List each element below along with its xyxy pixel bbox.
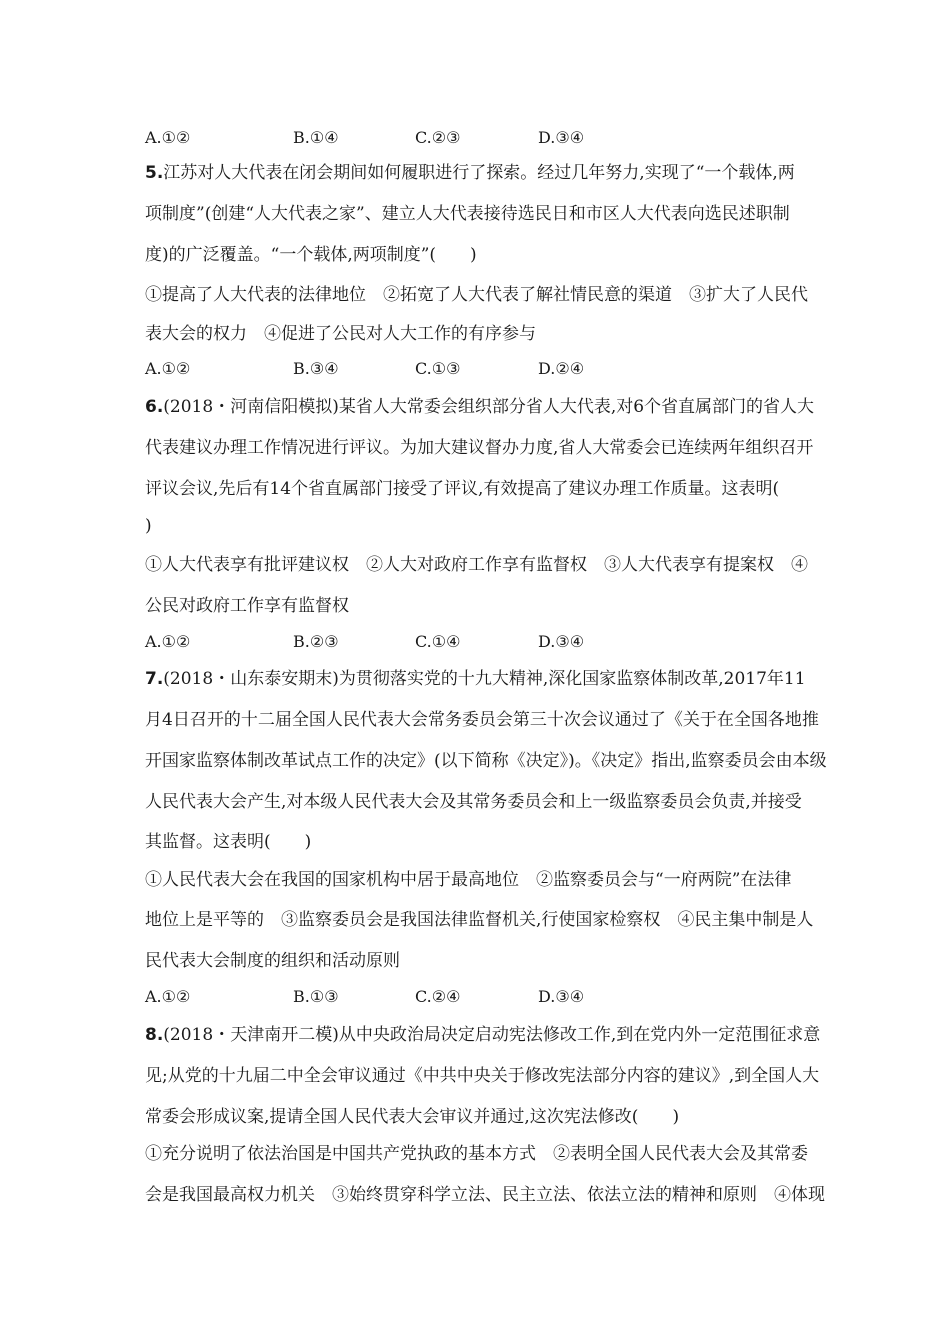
q7-statement-line: 民代表大会制度的组织和活动原则 — [145, 951, 400, 971]
q6-stem-line: ) — [145, 516, 152, 536]
q7-stem-line: 人民代表大会产生,对本级人民代表大会及其常务委员会和上一级监察委员会负责,并接受 — [145, 792, 802, 812]
q7-statement-line: 地位上是平等的 ③监察委员会是我国法律监督机关,行使国家检察权 ④民主集中制是人 — [145, 910, 814, 930]
q5-stem-line: 项制度”(创建“人大代表之家”、建立人大代表接待选民日和市区人大代表向选民述职制 — [145, 204, 790, 224]
q6-statement-line: ①人大代表享有批评建议权 ②人大对政府工作享有监督权 ③人大代表享有提案权 ④ — [145, 555, 808, 575]
q8-statement-line: 会是我国最高权力机关 ③始终贯穿科学立法、民主立法、依法立法的精神和原则 ④体现 — [145, 1185, 825, 1205]
question-number: 6. — [145, 397, 164, 417]
q7-stem-line: 月4日召开的十二届全国人民代表大会常务委员会第三十次会议通过了《关于在全国各地推 — [145, 710, 819, 730]
q7-stem-line: 7.(2018・山东泰安期末)为贯彻落实党的十九大精神,深化国家监察体制改革,2017年11 — [145, 669, 806, 689]
option-c: C.①③ — [415, 359, 461, 378]
q7-stem-line: 其监督。这表明( ) — [145, 832, 312, 852]
question-number: 8. — [145, 1025, 164, 1045]
option-d: D.②④ — [538, 359, 585, 378]
question-number: 7. — [145, 669, 164, 689]
q7-stem-line: 开国家监察体制改革试点工作的决定》(以下简称《决定》)。《决定》指出,监察委员会由本级 — [145, 751, 827, 771]
option-c: C.①④ — [415, 632, 461, 651]
option-a: A.①② — [145, 987, 191, 1006]
option-b: B.③④ — [293, 359, 339, 378]
option-b: B.①④ — [293, 128, 339, 147]
option-b: B.①③ — [293, 987, 339, 1006]
q8-statement-line: ①充分说明了依法治国是中国共产党执政的基本方式 ②表明全国人民代表大会及其常委 — [145, 1144, 808, 1164]
q6-stem-line: 评议会议,先后有14个省直属部门接受了评议,有效提高了建议办理工作质量。这表明( — [145, 479, 780, 499]
option-a: A.①② — [145, 128, 191, 147]
q8-stem-line: 常委会形成议案,提请全国人民代表大会审议并通过,这次宪法修改( ) — [145, 1107, 680, 1127]
q5-stem-line: 5.江苏对人大代表在闭会期间如何履职进行了探索。经过几年努力,实现了“一个载体,两 — [145, 163, 795, 183]
q5-statement-line: ①提高了人大代表的法律地位 ②拓宽了人大代表了解社情民意的渠道 ③扩大了人民代 — [145, 285, 808, 305]
question-number: 5. — [145, 163, 164, 183]
q6-statement-line: 公民对政府工作享有监督权 — [145, 596, 349, 616]
option-d: D.③④ — [538, 987, 585, 1006]
q5-stem-line: 度)的广泛覆盖。“一个载体,两项制度”( ) — [145, 245, 477, 265]
q6-stem-line: 代表建议办理工作情况进行评议。为加大建议督办力度,省人大常委会已连续两年组织召开 — [145, 438, 814, 458]
option-a: A.①② — [145, 359, 191, 378]
q6-stem-line: 6.(2018・河南信阳模拟)某省人大常委会组织部分省人大代表,对6个省直属部门的省人大 — [145, 397, 815, 417]
option-d: D.③④ — [538, 632, 585, 651]
q8-stem-line: 8.(2018・天津南开二模)从中央政治局决定启动宪法修改工作,到在党内外一定范围征求意 — [145, 1025, 821, 1045]
q5-statement-line: 表大会的权力 ④促进了公民对人大工作的有序参与 — [145, 324, 536, 344]
option-a: A.①② — [145, 632, 191, 651]
q8-stem-line: 见;从党的十九届二中全会审议通过《中共中央关于修改宪法部分内容的建议》,到全国人大 — [145, 1066, 820, 1086]
option-c: C.②④ — [415, 987, 461, 1006]
option-c: C.②③ — [415, 128, 461, 147]
option-b: B.②③ — [293, 632, 339, 651]
q7-statement-line: ①人民代表大会在我国的国家机构中居于最高地位 ②监察委员会与“一府两院”在法律 — [145, 870, 792, 890]
option-d: D.③④ — [538, 128, 585, 147]
